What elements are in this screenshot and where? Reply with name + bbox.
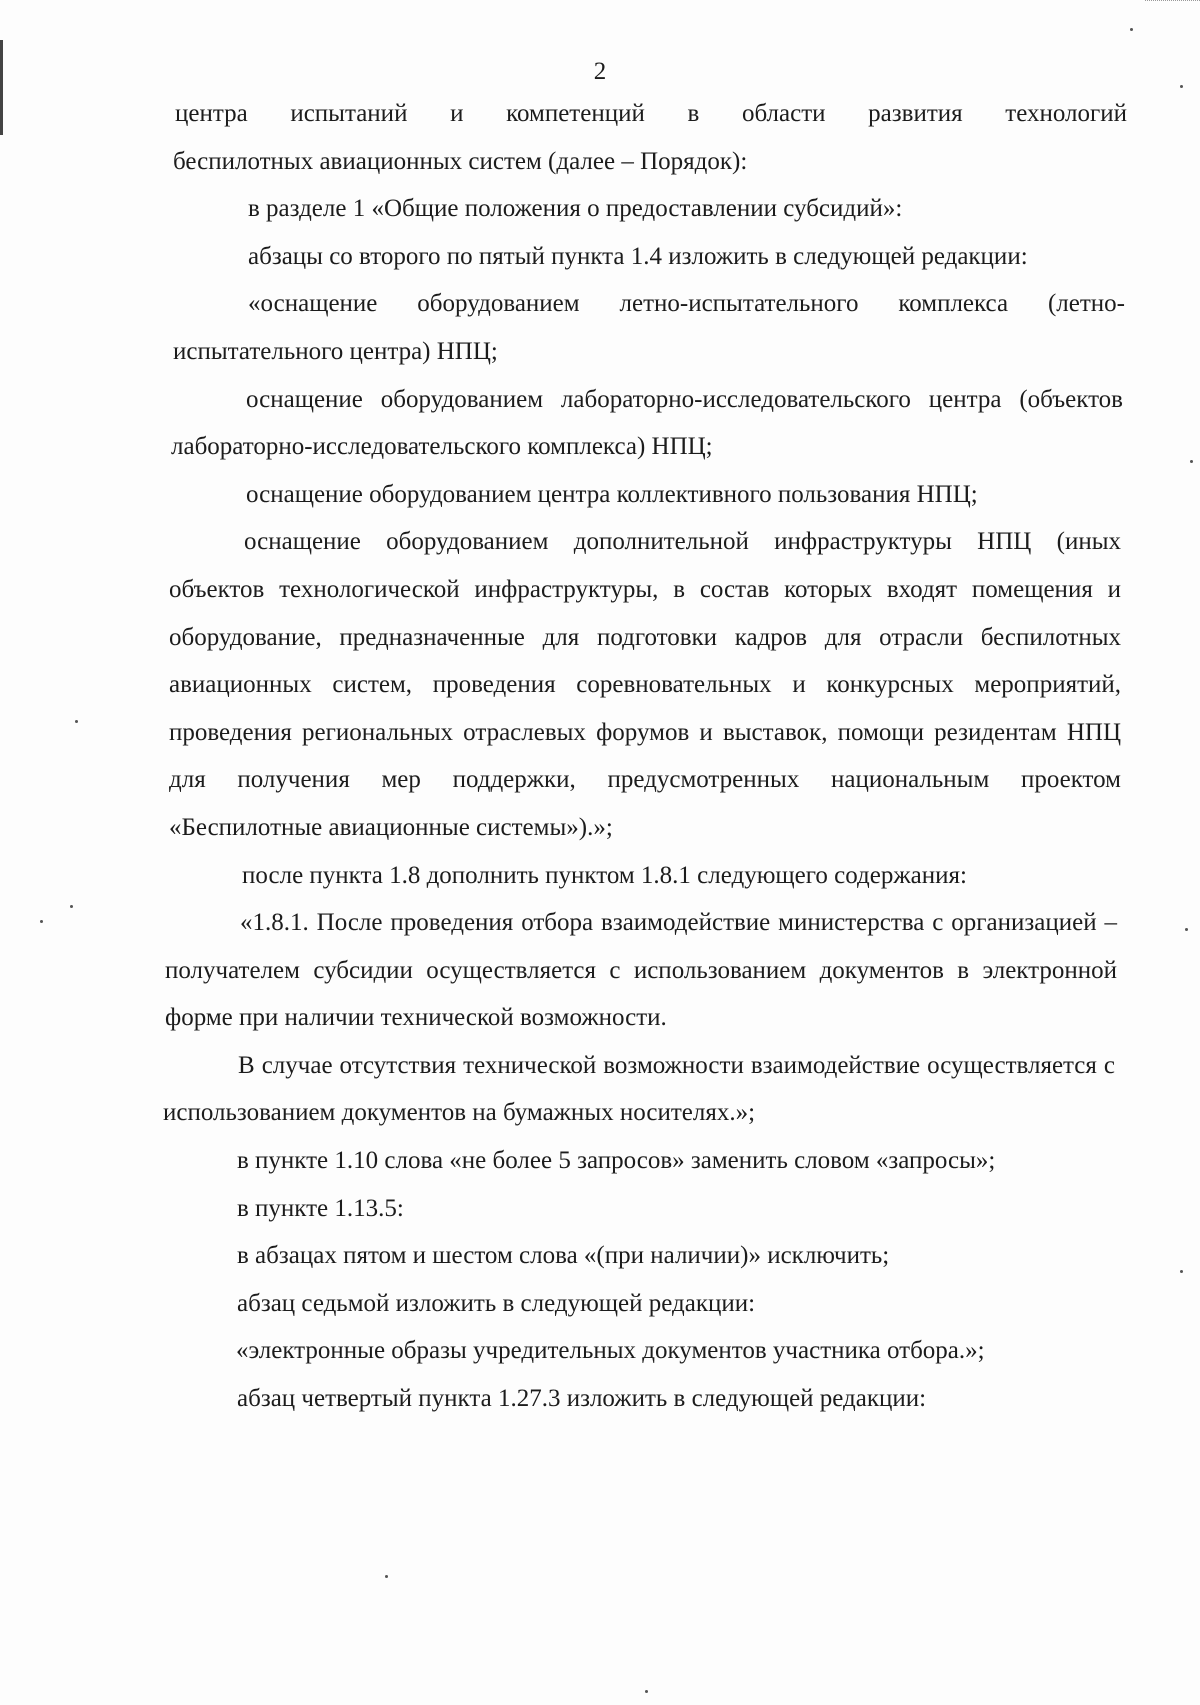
paragraph: абзац четвертый пункта 1.27.3 изложить в следующей редакции: <box>237 1385 927 1413</box>
paragraph: абзац седьмой изложить в следующей редакции: <box>237 1289 756 1317</box>
paragraph: «оснащение оборудованием летно-испытательного комплекса (летно-испытательного центра) НПЦ; <box>173 290 1125 365</box>
scan-speck <box>40 920 43 923</box>
paragraph: в абзацах пятом и шестом слова «(при наличии)» исключить; <box>237 1242 890 1270</box>
paragraph: оснащение оборудованием центра коллективного пользования НПЦ; <box>246 480 978 508</box>
paragraph: центра испытаний и компетенций в области развития технологий <box>175 100 1127 127</box>
scan-speck <box>385 1575 388 1578</box>
paragraph: В случае отсутствия технической возможности взаимодействие осуществляется с использованием документов на бумажных носителях.»; <box>163 1051 1115 1127</box>
document-body <box>163 90 1127 1423</box>
paragraph: в разделе 1 «Общие положения о предоставлении субсидий»: <box>248 195 903 223</box>
page-number: 2 <box>593 58 607 85</box>
paragraph: в пункте 1.10 слова «не более 5 запросов» заменить словом «запросы»; <box>237 1147 996 1175</box>
paragraph: беспилотных авиационных систем (далее – Порядок): <box>173 147 748 175</box>
scan-corner-mark <box>1145 0 1200 5</box>
paragraph: в пункте 1.13.5: <box>237 1194 404 1222</box>
scan-speck <box>1190 460 1193 463</box>
paragraph: оснащение оборудованием дополнительной инфраструктуры НПЦ (иных объектов технологической инфраструктуры, в состав которых входят помещения и оборудование, предназначенные для подготовки кадров для отрасли беспилотных авиационных систем, проведения соревновательных и конкурсных мероприятий, проведения региональных отраслевых форумов и выставок, помощи резидентам НПЦ для получения мер поддержки, предусмотренных национальным проектом «Беспилотные авиационные системы»).»; <box>169 528 1121 841</box>
scan-edge-mark <box>0 40 3 135</box>
paragraph: оснащение оборудованием лабораторно-исследовательского центра (объектов лабораторно-исследовательского комплекса) НПЦ; <box>171 385 1123 461</box>
scan-speck <box>1180 1270 1183 1273</box>
paragraph: «1.8.1. После проведения отбора взаимодействие министерства с организацией – получателем субсидии осуществляется с использованием документов в электронной форме при наличии технической возможности. <box>165 909 1117 1032</box>
paragraph: после пункта 1.8 дополнить пунктом 1.8.1 следующего содержания: <box>242 861 967 889</box>
scan-speck <box>75 720 78 723</box>
scan-speck <box>1185 928 1188 931</box>
scan-speck <box>70 905 73 908</box>
paragraph: абзацы со второго по пятый пункта 1.4 изложить в следующей редакции: <box>248 242 1028 270</box>
scan-speck <box>1130 28 1133 31</box>
scan-speck <box>645 1690 648 1693</box>
paragraph: «электронные образы учредительных документов участника отбора.»; <box>236 1337 985 1365</box>
